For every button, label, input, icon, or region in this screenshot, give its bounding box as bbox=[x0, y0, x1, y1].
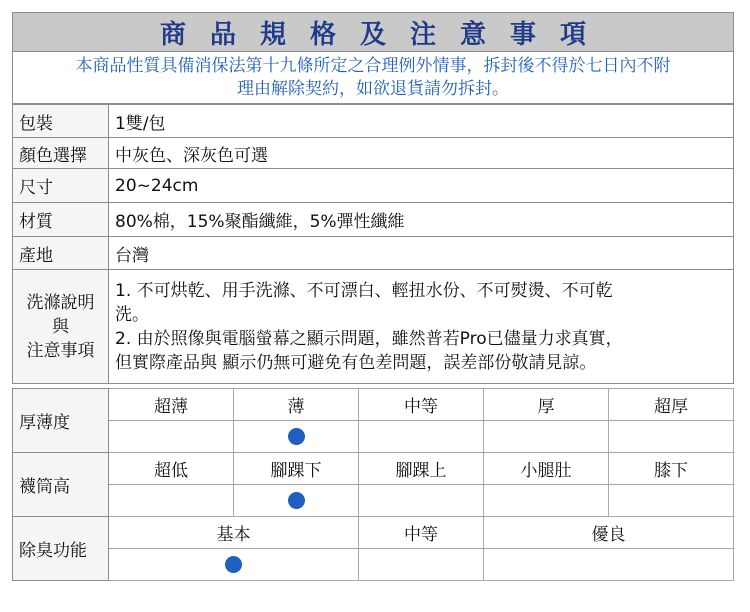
spec-row-size bbox=[13, 169, 734, 203]
thickness-option: 薄 bbox=[234, 389, 359, 421]
height-option: 超低 bbox=[109, 453, 234, 485]
title-text: 商品規格及注意事項 bbox=[159, 19, 610, 50]
height-option: 腳踝上 bbox=[359, 453, 484, 485]
color-label: 顏色選擇 bbox=[13, 138, 109, 169]
spec-row-origin bbox=[13, 237, 734, 270]
thickness-marker-row bbox=[13, 421, 734, 453]
deodorant-options-row bbox=[13, 517, 734, 549]
notice-line-1: 本商品性質具備消保法第十九條所定之合理例外情事，拆封後不得於七日內不附 bbox=[75, 55, 671, 76]
spec-sheet bbox=[12, 12, 734, 581]
spec-row-wash bbox=[13, 270, 734, 384]
height-marker-cell bbox=[359, 485, 484, 517]
wash-item-1-line-1: 1. 不可烘乾、用手洗滌、不可漂白、輕扭水份、不可熨燙、不可乾 bbox=[115, 280, 613, 301]
height-marker-cell bbox=[109, 485, 234, 517]
thickness-option: 超薄 bbox=[109, 389, 234, 421]
rating-grid bbox=[12, 388, 734, 581]
deodorant-option: 優良 bbox=[484, 517, 734, 549]
height-marker-cell bbox=[234, 485, 359, 517]
height-option: 腳踝下 bbox=[234, 453, 359, 485]
thickness-marker-cell bbox=[109, 421, 234, 453]
thickness-marker-cell bbox=[484, 421, 609, 453]
page-title bbox=[12, 12, 734, 52]
package-value: 1雙/包 bbox=[109, 105, 734, 138]
selected-dot-icon bbox=[288, 492, 305, 509]
wash-label-line-1: 洗滌說明 bbox=[26, 292, 95, 313]
thickness-marker-cell bbox=[609, 421, 734, 453]
return-policy-notice bbox=[12, 52, 734, 104]
origin-label: 產地 bbox=[13, 237, 109, 270]
origin-value: 台灣 bbox=[109, 237, 734, 270]
deodorant-label: 除臭功能 bbox=[13, 517, 109, 581]
material-label: 材質 bbox=[13, 203, 109, 237]
deodorant-option: 中等 bbox=[359, 517, 484, 549]
deodorant-marker-row bbox=[13, 549, 734, 581]
selected-dot-icon bbox=[225, 556, 242, 573]
thickness-marker-cell bbox=[234, 421, 359, 453]
notice-line-2: 理由解除契約，如欲退貨請勿拆封。 bbox=[237, 78, 509, 99]
wash-instructions bbox=[109, 270, 734, 384]
thickness-option: 厚 bbox=[484, 389, 609, 421]
thickness-option: 超厚 bbox=[609, 389, 734, 421]
wash-label-line-3: 注意事項 bbox=[26, 340, 95, 361]
height-marker-cell bbox=[609, 485, 734, 517]
height-marker-row bbox=[13, 485, 734, 517]
material-value: 80%棉，15%聚酯纖維，5%彈性纖維 bbox=[109, 203, 734, 237]
wash-item-1-line-2: 洗。 bbox=[115, 304, 149, 325]
deodorant-marker-cell bbox=[109, 549, 359, 581]
height-option: 膝下 bbox=[609, 453, 734, 485]
size-value: 20~24cm bbox=[109, 169, 734, 203]
color-value: 中灰色、深灰色可選 bbox=[109, 138, 734, 169]
height-option: 小腿肚 bbox=[484, 453, 609, 485]
deodorant-option: 基本 bbox=[109, 517, 359, 549]
spec-row-color bbox=[13, 138, 734, 169]
thickness-marker-cell bbox=[359, 421, 484, 453]
height-options-row bbox=[13, 453, 734, 485]
package-label: 包裝 bbox=[13, 105, 109, 138]
thickness-option: 中等 bbox=[359, 389, 484, 421]
wash-item-2-line-1: 2. 由於照像與電腦螢幕之顯示問題，雖然普若Pro已儘量力求真實， bbox=[115, 328, 623, 349]
wash-label-line-2: 與 bbox=[52, 316, 69, 337]
height-label: 襪筒高 bbox=[13, 453, 109, 517]
selected-dot-icon bbox=[288, 428, 305, 445]
spec-row-material bbox=[13, 203, 734, 237]
wash-item-2-line-2: 但實際產品與 顯示仍無可避免有色差問題，誤差部份敬請見諒。 bbox=[115, 352, 597, 373]
thickness-label: 厚薄度 bbox=[13, 389, 109, 453]
thickness-options-row bbox=[13, 389, 734, 421]
deodorant-marker-cell bbox=[484, 549, 734, 581]
wash-label bbox=[13, 270, 109, 384]
size-label: 尺寸 bbox=[13, 169, 109, 203]
deodorant-marker-cell bbox=[359, 549, 484, 581]
height-marker-cell bbox=[484, 485, 609, 517]
spec-row-package bbox=[13, 105, 734, 138]
spec-table bbox=[12, 104, 734, 384]
